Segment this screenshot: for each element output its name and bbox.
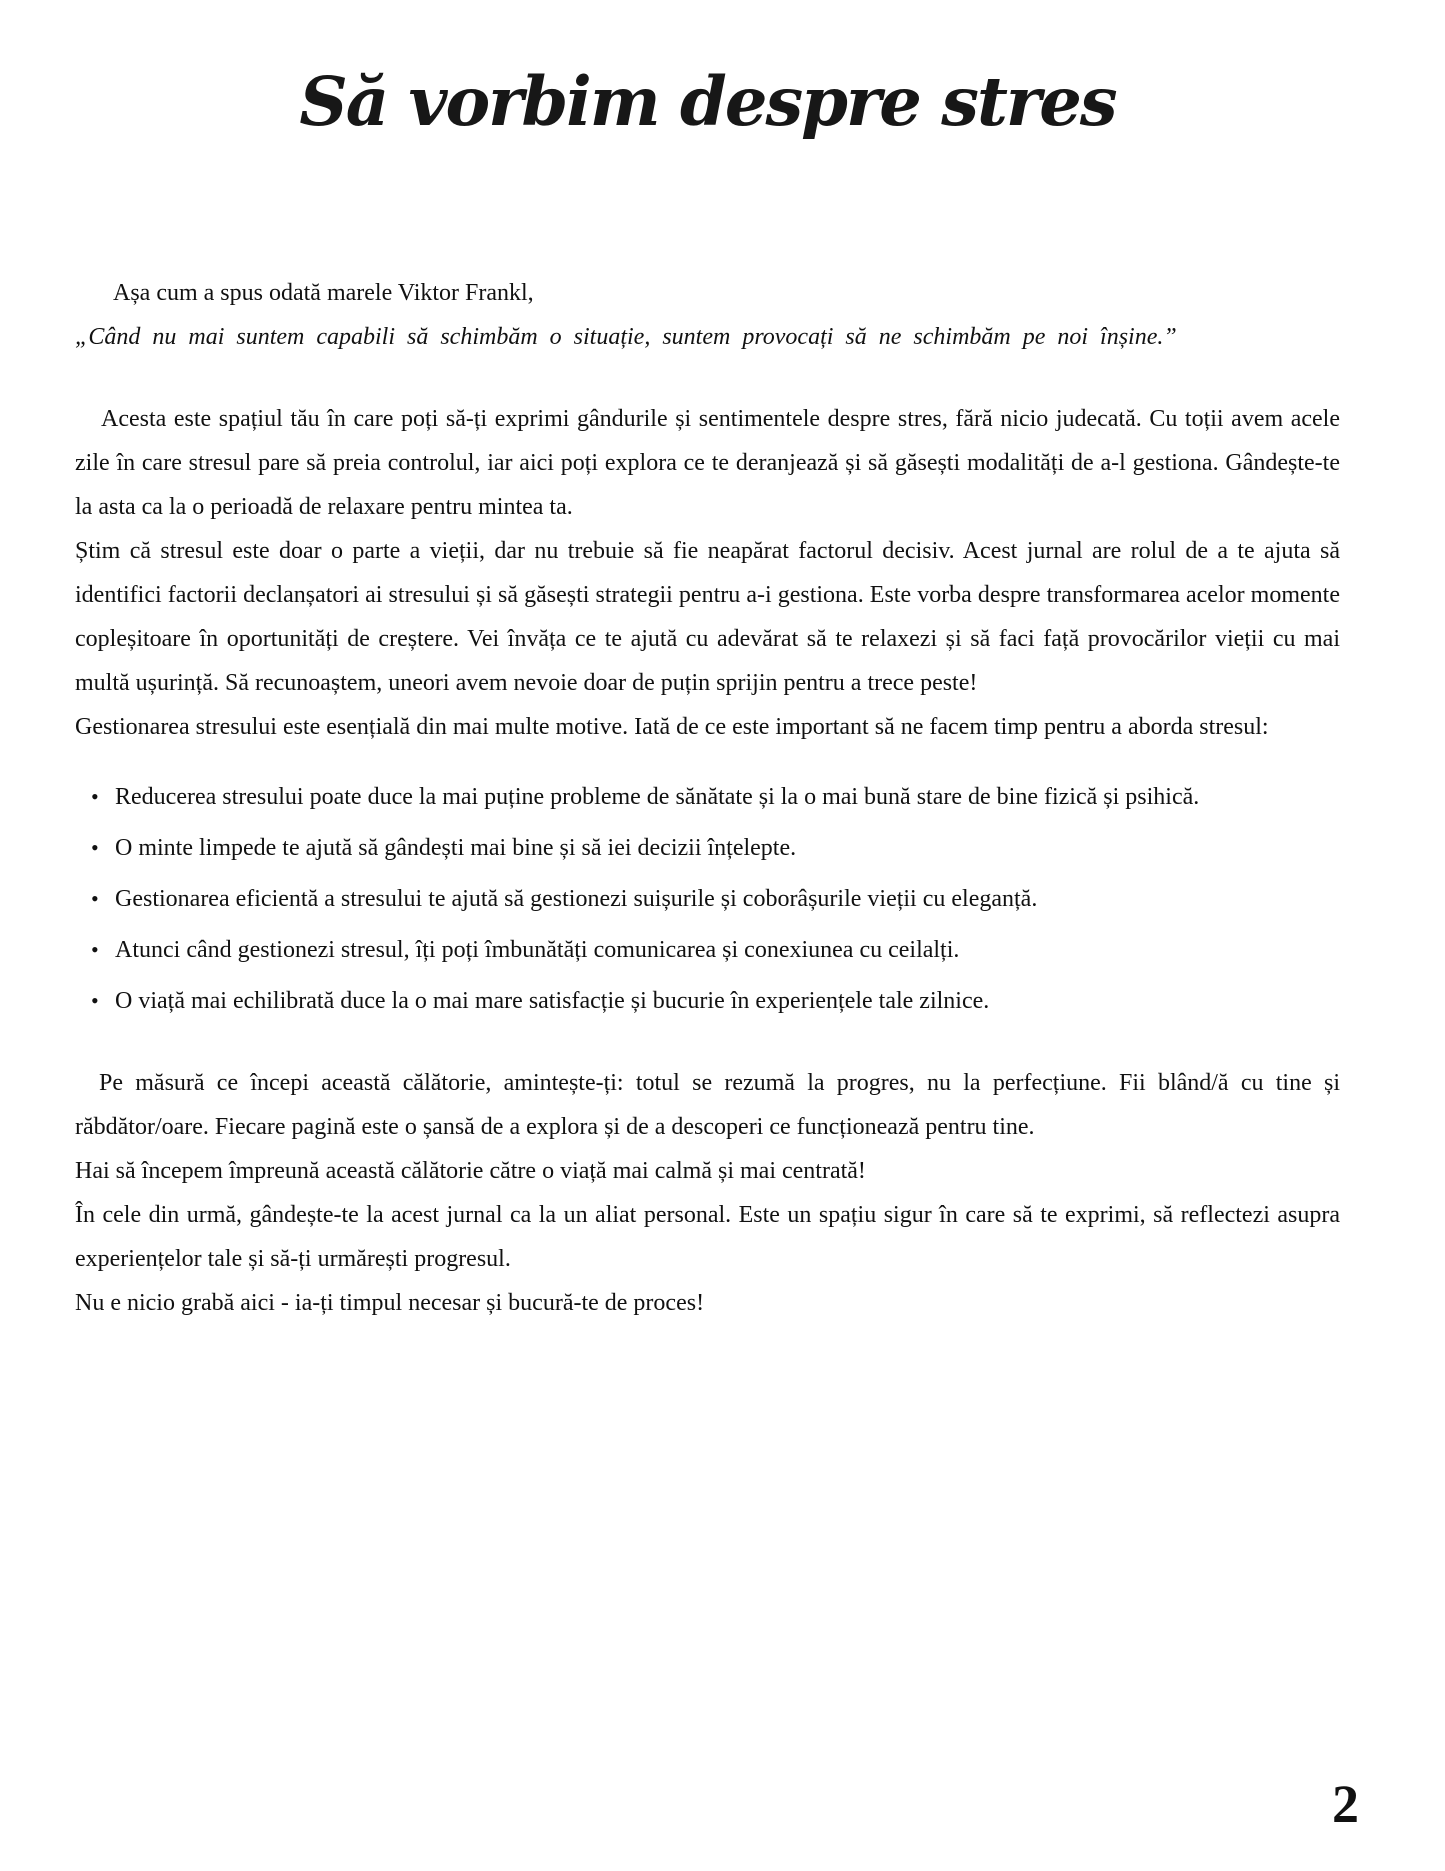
list-item [91, 928, 1340, 972]
bullet-dot-icon: • [91, 987, 99, 1013]
page-number: 2 [1332, 1774, 1359, 1834]
list-item [91, 979, 1340, 1023]
list-item-text: O viață mai echilibrată duce la o mai mare satisfacție și bucurie în experiențele tale zilnice. [115, 987, 990, 1014]
paragraph-list-lead-in: Gestionarea stresului este esențială din mai multe motive. Iată de ce este important să ne facem timp pentru a aborda stresul: [75, 713, 1269, 740]
list-item-text: O minte limpede te ajută să gândești mai bine și să iei decizii înțelepte. [115, 834, 797, 861]
paragraph-progress-not-perfection: Pe măsură ce începi această călătorie, amintește-ți: totul se rezumă la progres, nu la perfecțiune. Fii blând/ă cu tine și răbdător/oare. Fiecare pagină este o șansă de a explora și de a descoperi ce funcționează pentru tine. [75, 1069, 1340, 1140]
benefits-list [75, 775, 1340, 1023]
paragraph-personal-ally: În cele din urmă, gândește-te la acest jurnal ca la un aliat personal. Este un spațiu sigur în care să te exprimi, să reflectezi asupra experiențelor tale și să-ți urmărești progresul. [75, 1201, 1340, 1272]
list-item-text: Gestionarea eficientă a stresului te ajută să gestionezi suișurile și coborâșurile vieții cu eleganță. [115, 885, 1038, 912]
paragraph-journal-purpose: Știm că stresul este doar o parte a vieții, dar nu trebuie să fie neapărat factorul decisiv. Acest jurnal are rolul de a te ajuta să identifici factorii declanșatori ai stresului și să găsești strategii pentru a-i gestiona. Este vorba despre transformarea acelor momente copleșitoare în oportunități de creștere. Vei învăța ce te ajută cu adevărat să te relaxezi și să faci față provocărilor vieții cu mai multă ușurință. Să recunoaștem, uneori avem nevoie doar de puțin sprijin pentru a trece peste! [75, 537, 1340, 696]
list-item [91, 826, 1340, 870]
bullet-dot-icon: • [91, 885, 99, 911]
page-title: Să vorbim despre stres [299, 62, 1116, 141]
viktor-frankl-quote: „Când nu mai suntem capabili să schimbăm o situație, suntem provocați să ne schimbăm pe noi înșine.” [75, 323, 1177, 350]
page-body [75, 271, 1340, 1325]
closing-section [75, 1061, 1340, 1325]
list-item [91, 775, 1340, 819]
bullet-dot-icon: • [91, 834, 99, 860]
list-item-text: Atunci când gestionezi stresul, îți poți îmbunătăți comunicarea și conexiunea cu ceilalți. [115, 936, 960, 963]
bullet-dot-icon: • [91, 783, 99, 809]
paragraph-no-rush: Nu e nicio grabă aici - ia-ți timpul necesar și bucură-te de proces! [75, 1289, 705, 1316]
list-item [91, 877, 1340, 921]
paragraph-lets-begin: Hai să începem împreună această călătorie către o viață mai calmă și mai centrată! [75, 1157, 866, 1184]
list-item-text: Reducerea stresului poate duce la mai puține probleme de sănătate și la o mai bună stare de bine fizică și psihică. [115, 783, 1200, 810]
bullet-dot-icon: • [91, 936, 99, 962]
paragraph-intro: Acesta este spațiul tău în care poți să-ți exprimi gândurile și sentimentele despre stres, fără nicio judecată. Cu toții avem acele zile în care stresul pare să preia controlul, iar aici poți explora ce te deranjează și să găsești modalități de a-l gestiona. Gândește-te la asta ca la o perioadă de relaxare pentru mintea ta. [75, 405, 1340, 520]
quote-attribution: Așa cum a spus odată marele Viktor Frankl, [113, 279, 534, 306]
